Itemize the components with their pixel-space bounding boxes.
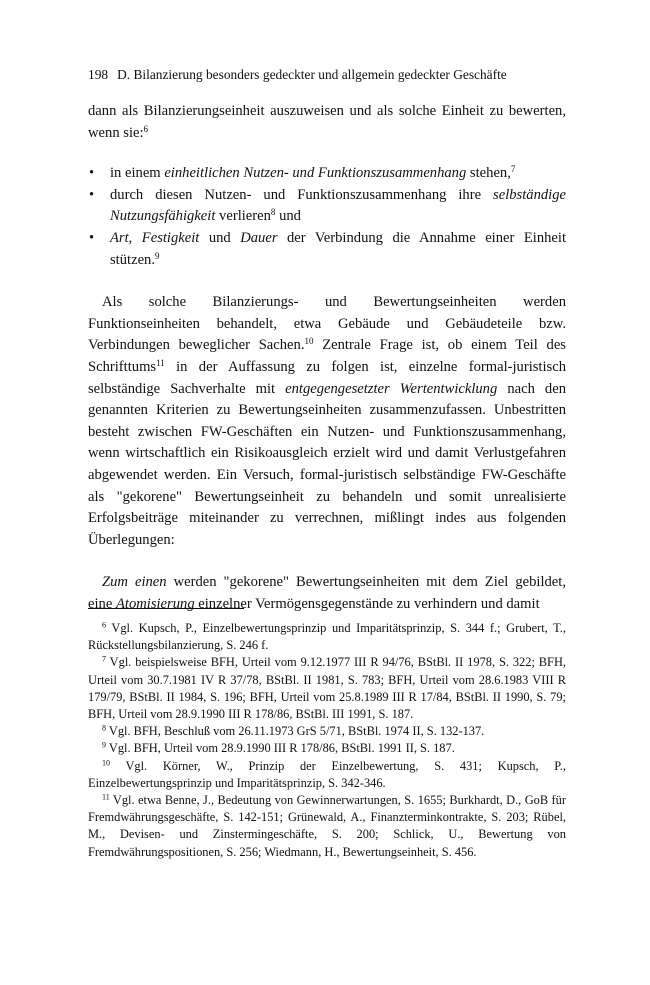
paragraph-emphasis: Atomisierung: [115, 595, 195, 612]
criteria-list: [88, 163, 566, 271]
footnote-ref[interactable]: 10: [304, 336, 314, 347]
intro-text: dann als Bilanzierungseinheit auszuweisen und als solche Einheit zu bewerten, wenn sie:: [88, 103, 566, 141]
footnote-11: [88, 792, 566, 861]
footnote-ref[interactable]: 6: [143, 123, 149, 134]
footnote-9: [88, 740, 566, 757]
footnote-6: [88, 620, 566, 654]
footnote-ref[interactable]: 8: [270, 207, 276, 218]
footnote-separator: [88, 608, 244, 609]
list-item: [88, 185, 566, 228]
page-number: 198: [88, 67, 109, 82]
bullet-emphasis: Dauer: [240, 229, 278, 246]
footnote-number: 6: [102, 620, 106, 630]
paragraph-emphasis: entgegengesetzter Wertentwicklung: [285, 380, 498, 397]
paragraph-emphasis: Zum einen: [102, 574, 167, 591]
running-header: [88, 66, 566, 84]
footnote-text: Vgl. etwa Benne, J., Bedeutung von Gewinnerwartungen, S. 1655; Burkhardt, D., GoB für Fremdwährungsgeschäfte, S. 142-151; Grünewald, A., Finanzterminkontrakte, S. 203; Rübel, M., Devisen- und Zinstermingeschäfte, S. 200; Schlick, U., Bewertung von Fremdwährungspositionen, S. 256; Wiedmann, H., Bewertungseinheit, S. 456.: [88, 793, 566, 859]
footnote-ref[interactable]: 9: [155, 250, 160, 261]
paragraph-bewertungseinheiten: [88, 292, 566, 551]
footnote-number: 8: [102, 723, 106, 733]
footnote-10: [88, 758, 566, 792]
bullet-icon: •: [89, 229, 95, 246]
bullet-emphasis: Art: [110, 229, 129, 246]
footnote-7: [88, 654, 566, 723]
body-text: [88, 101, 566, 615]
running-title: D. Bilanzierung besonders gedeckter und allgemein gedeckter Geschäfte: [117, 67, 507, 82]
footnote-text: Vgl. beispielsweise BFH, Urteil vom 9.12.1977 III R 94/76, BStBl. II 1978, S. 322; BFH, Urteil vom 30.7.1981 IV R 37/78, BStBl. II 1981, S. 783; BFH, Urteil vom 28.6.1983 VIII R 179/79, BStBl. II 1984, S. 196; BFH, Urteil vom 25.8.1989 III R 17/84, BStBl. II 1990, S. 79; BFH, Urteil vom 28.9.1990 III R 178/86, BStBl. III 1991, S. 187.: [88, 655, 566, 722]
bullet-icon: •: [89, 165, 95, 182]
intro-paragraph: [88, 101, 566, 144]
footnote-8: [88, 723, 566, 740]
footnote-number: 10: [102, 758, 110, 768]
footnote-text: Vgl. Körner, W., Prinzip der Einzelbewertung, S. 431; Kupsch, P., Einzelbewertungsprinzip und Imparitätsprinzip, S. 342-346.: [88, 758, 566, 790]
list-item: [88, 228, 566, 271]
footnote-ref[interactable]: 11: [156, 358, 165, 368]
paragraph-text: Zentrale Frage ist, ob einem Teil des Schrifttums: [88, 337, 566, 375]
footnote-ref[interactable]: 7: [510, 164, 516, 175]
bullet-text: und: [275, 208, 301, 225]
bullet-emphasis: Festigkeit: [141, 229, 200, 246]
paragraph-text: in der Auffassung zu folgen ist, einzelne formal-juristisch selbständige Sachverhalte mit: [88, 358, 566, 397]
bullet-text: der Verbindung die Annahme einer Einheit stützen.: [110, 229, 566, 268]
bullet-emphasis: einheitlichen Nutzen- und Funktionszusammenhang: [164, 165, 467, 182]
bullet-text: durch diesen Nutzen- und Funktionszusammenhang ihre: [110, 186, 494, 203]
paragraph-text: nach den genannten Kriterien zu Bewertungseinheiten zusammenzufassen. Unbestritten besteht zwischen FW-Geschäften ein Nutzen- und Funktionszusammenhang, wenn wirtschaftlich ein Risikoausgleich erzielt wird und damit Verlustgefahren abgewendet werden. Ein Versuch, formal-juristisch selbständige FW-Geschäfte als "gekorene" Bewertungseinheit zu behandeln und somit unrealisierte Erfolgsbeiträge miteinander zu verrechnen, mißlingt indes aus folgenden Überlegungen:: [88, 380, 566, 548]
footnote-number: 9: [102, 741, 106, 751]
bullet-text: verlieren: [215, 208, 271, 225]
bullet-text: in einem: [110, 165, 165, 182]
paragraph-text: Als solche Bilanzierungs- und Bewertungseinheiten werden Funktionseinheiten behandelt, etwa Gebäude und Gebäudeteile bzw. Verbindungen beweglicher Sachen.: [88, 294, 566, 354]
list-item: [88, 163, 566, 185]
bullet-icon: •: [89, 186, 95, 203]
footnote-text: Vgl. BFH, Beschluß vom 26.11.1973 GrS 5/71, BStBl. 1974 II, S. 132-137.: [106, 724, 485, 739]
footnote-number: 11: [102, 792, 110, 802]
bullet-text: ,: [128, 229, 142, 246]
footnote-text: Vgl. Kupsch, P., Einzelbewertungsprinzip und Imparitätsprinzip, S. 344 f.; Grubert, T., Rückstellungsbilanzierung, S. 246 f.: [88, 621, 566, 653]
footnotes: [88, 620, 566, 861]
footnote-number: 7: [102, 655, 106, 665]
bullet-text: stehen,: [466, 165, 511, 182]
paragraph-text: werden "gekorene" Bewertungseinheiten mit dem Ziel gebildet, eine: [88, 574, 566, 612]
paragraph-text: einzelner Vermögensgegenstände zu verhindern und damit: [194, 595, 540, 612]
bullet-text: und: [199, 229, 241, 246]
bullet-emphasis: selbständige Nutzungsfähigkeit: [110, 186, 566, 225]
page-content: [88, 66, 566, 615]
footnote-text: Vgl. BFH, Urteil vom 28.9.1990 III R 178/86, BStBl. 1991 II, S. 187.: [106, 741, 455, 756]
